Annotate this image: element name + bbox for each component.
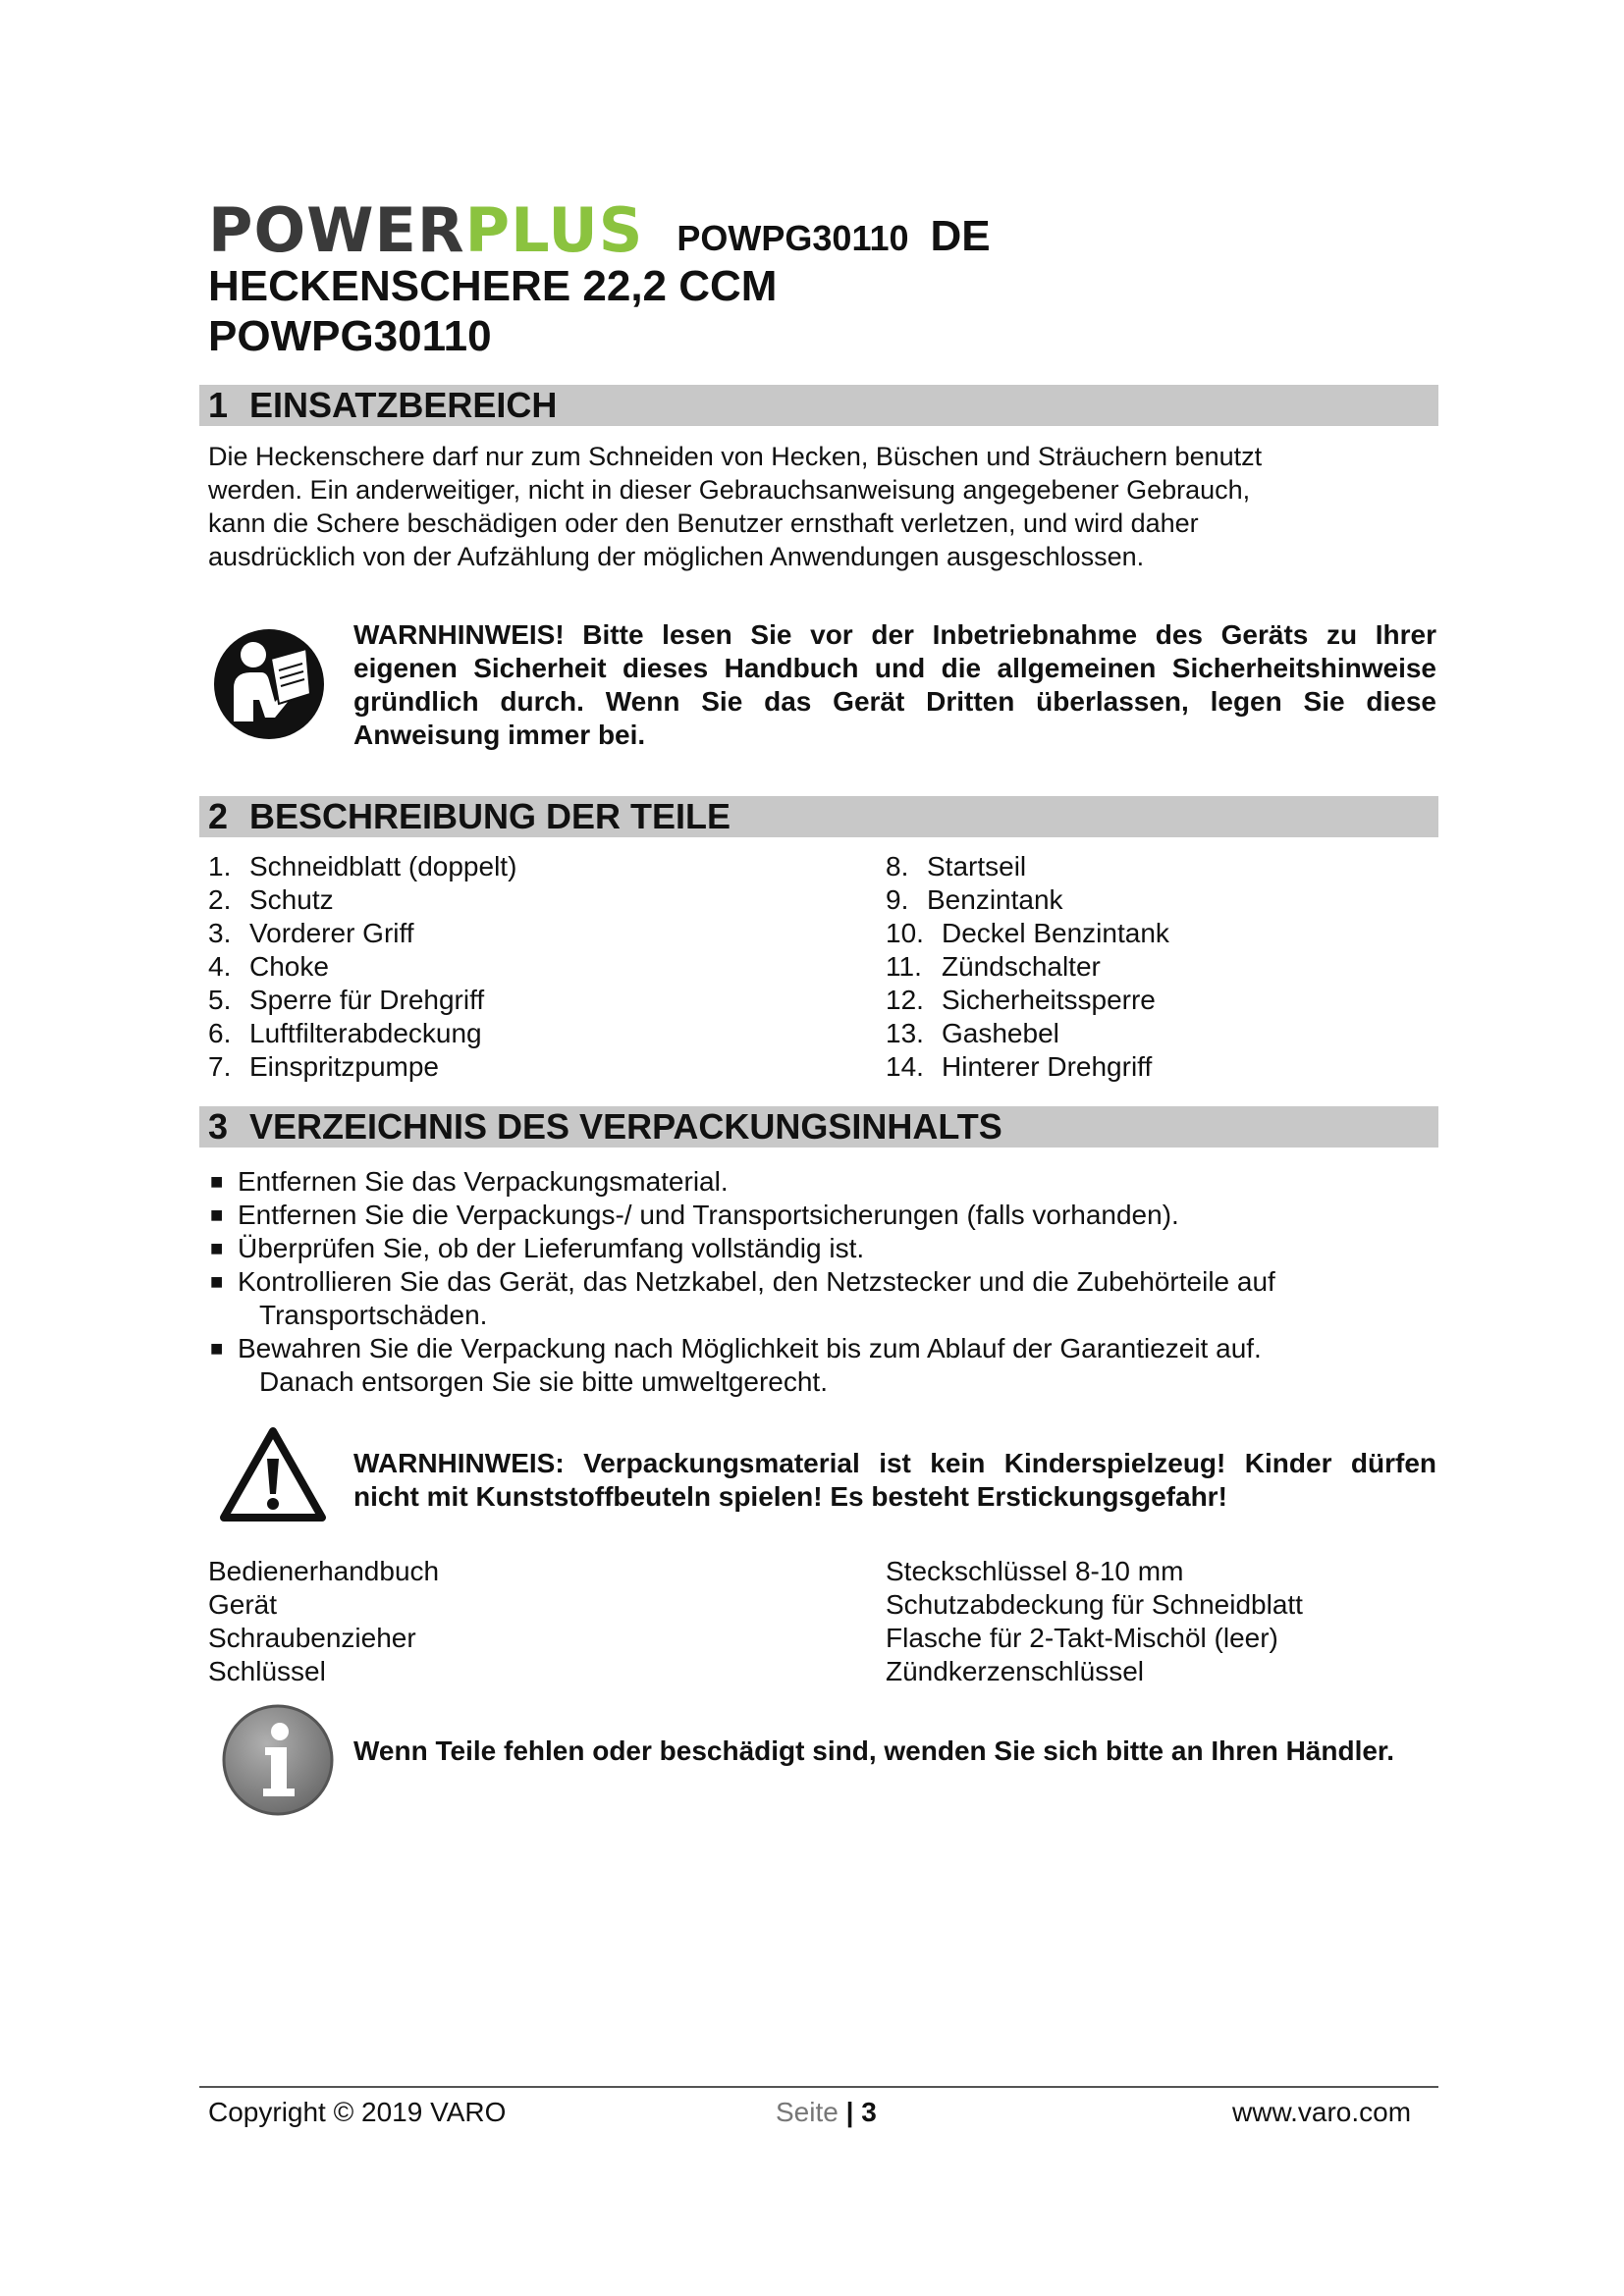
list-item: Steckschlüssel 8-10 mm (886, 1556, 1184, 1586)
warning-packaging: WARNHINWEIS: Verpackungsmaterial ist kein Kinderspielzeug! Kinder dürfen nicht mit Kunststoffbeuteln spielen! Es besteht Erstickungsgefahr! (353, 1448, 1436, 1512)
list-item: 14. Hinterer Drehgriff (886, 1051, 1153, 1082)
list-item: Bedienerhandbuch (208, 1556, 440, 1586)
logo-plus-text: PLUS (464, 194, 644, 266)
list-item: 12. Sicherheitssperre (886, 985, 1156, 1015)
paragraph-line: ausdrücklich von der Aufzählung der möglichen Anwendungen ausgeschlossen. (208, 542, 1145, 571)
section-number: 3 (208, 1106, 229, 1147)
paragraph-line: Die Heckenschere darf nur zum Schneiden von Hecken, Büschen und Sträuchern benutzt (208, 442, 1263, 471)
list-item: 5. Sperre für Drehgriff (208, 985, 485, 1015)
paragraph-line: werden. Ein anderweitiger, nicht in dieser Gebrauchsanweisung angegebener Gebrauch, (208, 475, 1251, 505)
list-item: 7. Einspritzpumpe (208, 1051, 439, 1082)
footer-website: www.varo.com (1232, 2097, 1412, 2127)
section-title: EINSATZBEREICH (249, 385, 558, 425)
info-icon (220, 1702, 336, 1818)
section-heading-1 (199, 385, 1438, 426)
section-number: 2 (208, 796, 229, 836)
list-item: Schlüssel (208, 1656, 326, 1686)
footer-divider (199, 2086, 1438, 2088)
list-item: ■ Bewahren Sie die Verpackung nach Möglichkeit bis zum Ablauf der Garantiezeit auf. Danach entsorgen Sie sie bitte umweltgerecht. (210, 1333, 1262, 1397)
section-heading-2 (199, 796, 1438, 837)
parts-list-left (208, 850, 516, 1084)
list-item: Zündkerzenschlüssel (886, 1656, 1145, 1686)
list-item: ■ Kontrollieren Sie das Gerät, das Netzkabel, den Netzstecker und die Zubehörteile auf Transportschäden. (210, 1266, 1275, 1330)
warning-triangle-icon (218, 1425, 328, 1523)
list-item: 9. Benzintank (886, 884, 1063, 915)
document-subtitle: POWPG30110 (208, 312, 492, 360)
paragraph-line: kann die Schere beschädigen oder den Benutzer ernsthaft verletzen, und wird daher (208, 508, 1199, 538)
footer-copyright: Copyright © 2019 VARO (208, 2097, 507, 2127)
powerplus-logo (208, 194, 644, 266)
language-code: DE (930, 212, 991, 260)
list-item: 11. Zündschalter (886, 951, 1101, 982)
read-manual-icon (210, 625, 328, 743)
list-item: 4. Choke (208, 951, 329, 982)
list-item: 1. Schneidblatt (doppelt) (208, 851, 517, 881)
list-item: 6. Luftfilterabdeckung (208, 1018, 482, 1048)
parts-list-right (886, 850, 1169, 1084)
section-title: BESCHREIBUNG DER TEILE (249, 796, 731, 836)
logo-power-text: POWER (208, 194, 465, 266)
list-item: 13. Gashebel (886, 1018, 1059, 1048)
section-heading-3 (199, 1106, 1438, 1148)
usage-paragraph (208, 440, 1435, 573)
document-title: HECKENSCHERE 22,2 CCM (208, 262, 778, 310)
list-item: Gerät (208, 1589, 278, 1620)
footer-page (776, 2096, 877, 2129)
list-item: Schraubenzieher (208, 1623, 416, 1653)
section-title: VERZEICHNIS DES VERPACKUNGSINHALTS (249, 1106, 1002, 1147)
list-item: 10. Deckel Benzintank (886, 918, 1169, 948)
page-label: Seite (776, 2097, 839, 2127)
list-item: Flasche für 2-Takt-Mischöl (leer) (886, 1623, 1278, 1653)
page-separator: | (845, 2097, 854, 2127)
list-item: ■ Überprüfen Sie, ob der Lieferumfang vollständig ist. (210, 1233, 865, 1263)
list-item: 3. Vorderer Griff (208, 918, 414, 948)
warning-read-manual: WARNHINWEIS! Bitte lesen Sie vor der Inbetriebnahme des Geräts zu Ihrer eigenen Sicherheit dieses Handbuch und die allgemeinen Sicherheitshinweise gründlich durch. Wenn Sie das Gerät Dritten überlassen, legen Sie diese Anweisung immer bei. (353, 619, 1436, 750)
header-model: POWPG30110 (677, 218, 909, 258)
section-number: 1 (208, 385, 229, 425)
unpacking-steps (208, 1165, 1435, 1399)
package-contents-left (208, 1555, 439, 1688)
info-missing-parts: Wenn Teile fehlen oder beschädigt sind, wenden Sie sich bitte an Ihren Händler. (353, 1735, 1395, 1766)
list-item: ■ Entfernen Sie die Verpackungs-/ und Transportsicherungen (falls vorhanden). (210, 1200, 1179, 1230)
list-item: 2. Schutz (208, 884, 334, 915)
list-item: Schutzabdeckung für Schneidblatt (886, 1589, 1303, 1620)
page-number: 3 (861, 2097, 877, 2127)
header-row (208, 192, 991, 266)
list-item: 8. Startseil (886, 851, 1027, 881)
package-contents-right (886, 1555, 1303, 1688)
list-item: ■ Entfernen Sie das Verpackungsmaterial. (210, 1166, 729, 1197)
